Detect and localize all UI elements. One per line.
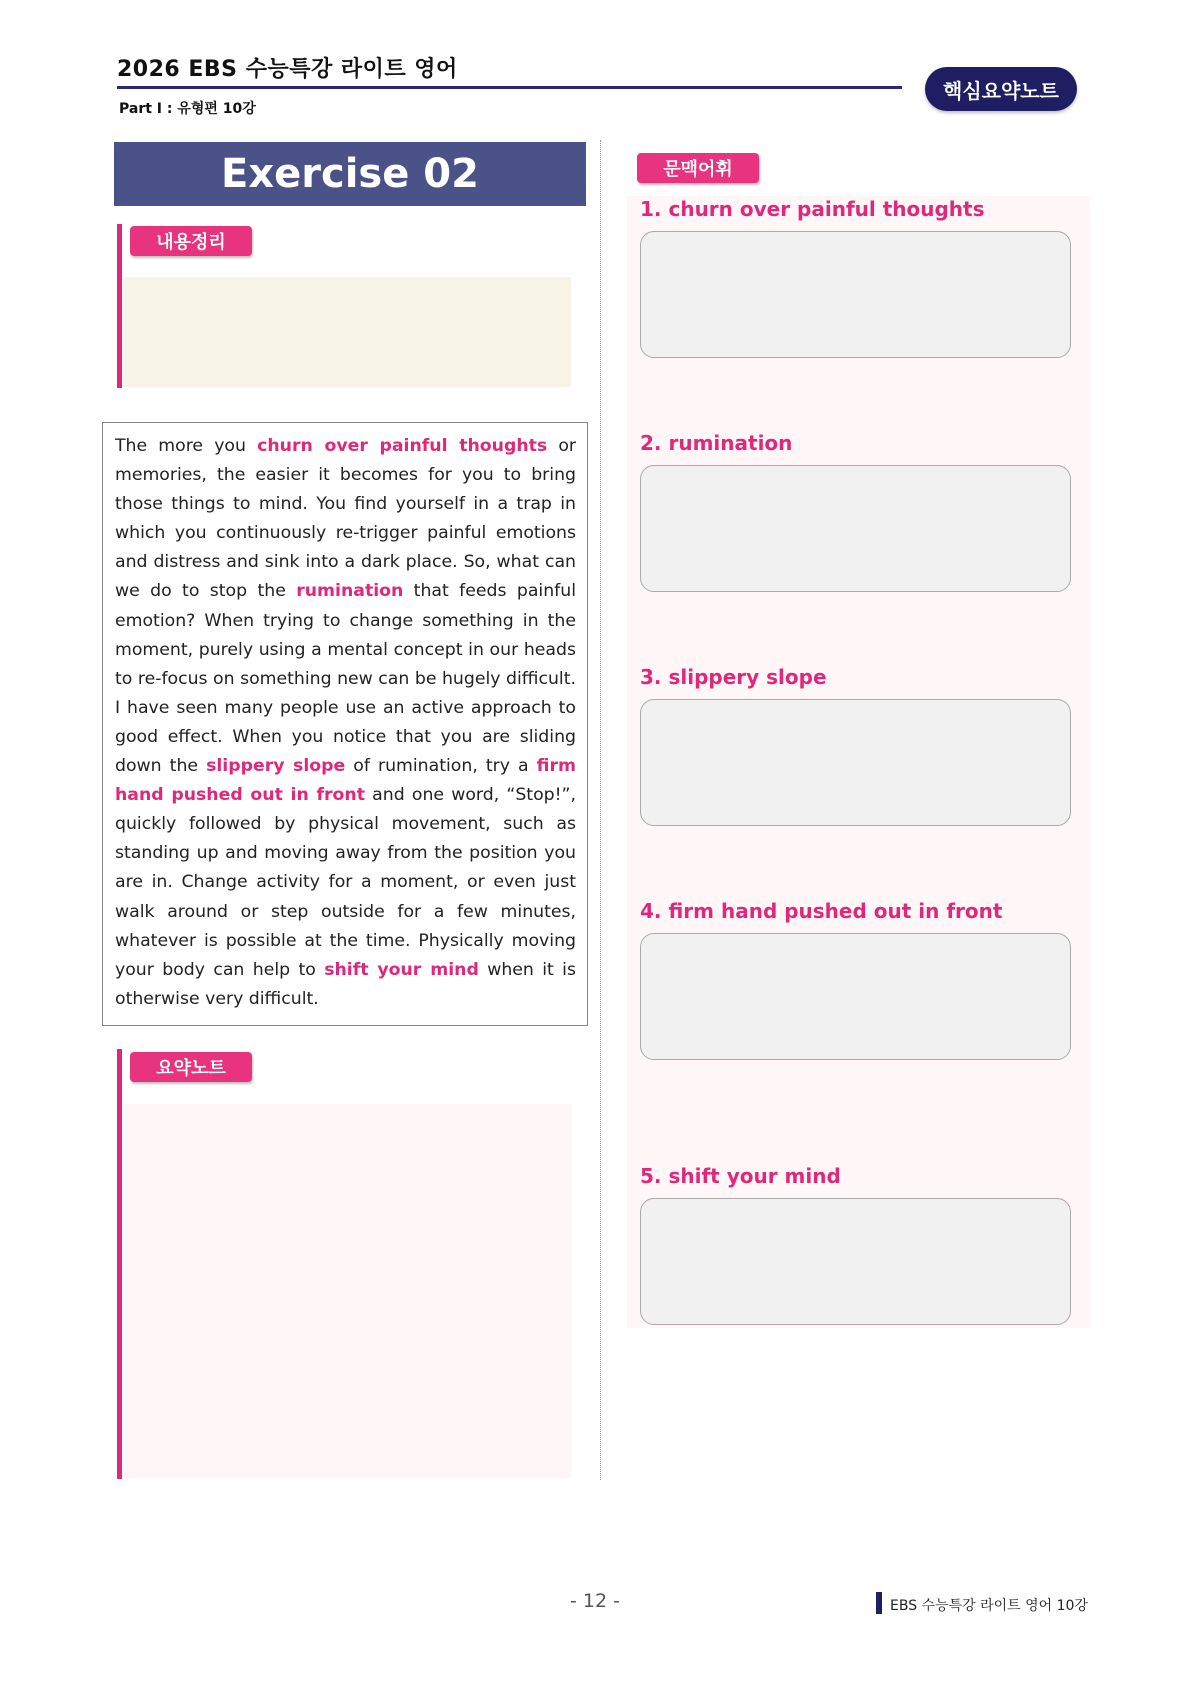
footer-label: EBS 수능특강 라이트 영어 10강	[890, 1598, 1088, 1614]
passage-box	[102, 422, 588, 1026]
highlighted-phrase: churn over painful thoughts	[257, 436, 548, 456]
section-badge: 핵심요약노트	[925, 67, 1077, 111]
summary-tag: 요약노트	[130, 1052, 252, 1082]
passage-segment: that feeds painful emotion? When trying to change something in the moment, purely using a mental concept in our heads to re-focus on something new can be hugely difficult. I have seen many people use an active approach to good effect. When you notice that you are sliding down the	[115, 581, 577, 777]
highlighted-phrase: slippery slope	[206, 756, 346, 777]
content-section-bar	[117, 224, 122, 388]
vocab-answer-box-2[interactable]	[640, 465, 1071, 592]
vocab-answer-box-4[interactable]	[640, 933, 1071, 1060]
header-divider	[117, 86, 902, 89]
vocab-heading-3: 3. slippery slope	[640, 665, 827, 689]
vocab-heading-2: 2. rumination	[640, 431, 793, 455]
vocab-tag: 문맥어휘	[637, 153, 759, 183]
page-number: - 12 -	[570, 1590, 620, 1612]
content-summary-area[interactable]	[123, 277, 571, 387]
passage-segment: or memories, the easier it becomes for you to bring those things to mind. You find yourself in a trap in which you continuously re-trigger painful emotions and distress and sink into a dark place. So, what can we do to stop the	[115, 436, 577, 602]
document-subtitle: Part I : 유형편 10강	[119, 101, 256, 117]
highlighted-phrase: shift your mind	[324, 959, 479, 980]
highlighted-phrase: firm hand pushed out in front	[115, 756, 577, 806]
vocab-heading-4: 4. firm hand pushed out in front	[640, 899, 1003, 923]
vocab-heading-1: 1. churn over painful thoughts	[640, 197, 985, 221]
summary-note-area[interactable]	[123, 1104, 571, 1478]
exercise-title: Exercise 02	[114, 142, 586, 206]
column-divider	[600, 140, 601, 1480]
vocab-answer-box-3[interactable]	[640, 699, 1071, 826]
footer-marker	[876, 1592, 882, 1614]
passage-segment: The more you	[115, 436, 258, 456]
passage-text	[115, 432, 576, 1014]
content-tag: 내용정리	[130, 226, 252, 256]
summary-section-bar	[117, 1049, 122, 1479]
vocab-answer-box-5[interactable]	[640, 1198, 1071, 1325]
passage-segment: when it is otherwise very difficult.	[115, 959, 576, 1009]
passage-segment: and one word, “Stop!”, quickly followed by physical movement, such as standing up and moving away from the position you are in. Change activity for a moment, or even just walk around or step outside for a few minutes, whatever is possible at the time. Physically moving your body can help to	[115, 785, 576, 980]
document-title: 2026 EBS 수능특강 라이트 영어	[117, 57, 458, 82]
vocab-heading-5: 5. shift your mind	[640, 1164, 841, 1188]
highlighted-phrase: rumination	[296, 581, 404, 602]
vocab-answer-box-1[interactable]	[640, 231, 1071, 358]
passage-segment: of rumination, try a	[345, 756, 537, 777]
